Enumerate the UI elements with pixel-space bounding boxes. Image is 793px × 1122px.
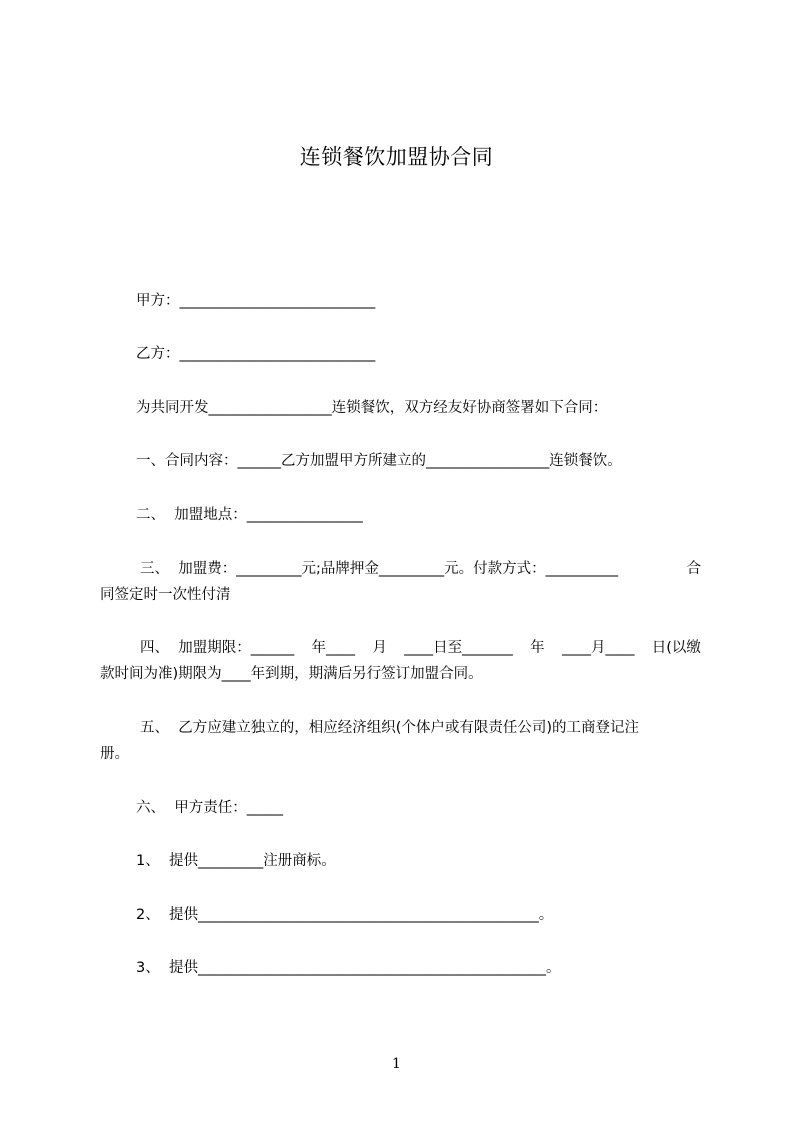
duty-item-3: 3、 提供________________________________________________。 [136, 960, 561, 976]
clause-3-franchise-fee [100, 556, 701, 608]
clause-6-party-a-duties: 六、 甲方责任：_____ [136, 800, 283, 816]
clause-2-location: 二、 加盟地点：________________ [136, 507, 363, 523]
duty-item-2: 2、 提供_______________________________________________。 [136, 907, 554, 923]
clause-4-part: 日(以缴 [651, 640, 701, 656]
clause-4-line-2: 款时间为准)期限为____年到期，期满后另行签订加盟合同。 [100, 666, 483, 682]
clause-4-line-1 [136, 635, 701, 661]
clause-4-part: 月 [372, 640, 387, 656]
party-a-line: 甲方：___________________________ [136, 293, 376, 309]
duty-item-1: 1、 提供_________注册商标。 [136, 853, 336, 869]
clause-4-part: 四、 加盟期限：______ [140, 640, 295, 656]
clause-3-line-2: 同签定时一次性付清 [100, 587, 231, 603]
clause-4-part: 年____ [311, 640, 356, 656]
clause-4-part: ____日至_______ [404, 640, 513, 656]
intro-paragraph: 为共同开发_________________连锁餐饮，双方经友好协商签署如下合同： [136, 400, 608, 416]
clause-5-business-registration [100, 715, 701, 767]
clause-4-part: ____月____ [561, 640, 635, 656]
clause-1-contract-content: 一、合同内容：______乙方加盟甲方所建立的_________________连锁餐饮。 [136, 453, 622, 469]
clause-5-text: 五、 乙方应建立独立的，相应经济组织(个体户或有限责任公司)的工商登记注 [140, 720, 640, 736]
page-number: 1 [392, 1056, 401, 1072]
document-title: 连锁餐饮加盟协合同 [299, 145, 494, 169]
party-b-line: 乙方：___________________________ [136, 346, 376, 362]
clause-4-part: 年 [530, 640, 545, 656]
clause-3-text-end: 合 [686, 561, 701, 577]
clause-3-text: 三、 加盟费：_________元;品牌押金_________元。付款方式：__________ [140, 561, 619, 577]
clause-4-franchise-term [100, 635, 701, 687]
clause-5-line-1 [136, 715, 701, 741]
clause-3-line-1 [136, 556, 701, 582]
clause-5-line-2: 册。 [100, 746, 129, 762]
